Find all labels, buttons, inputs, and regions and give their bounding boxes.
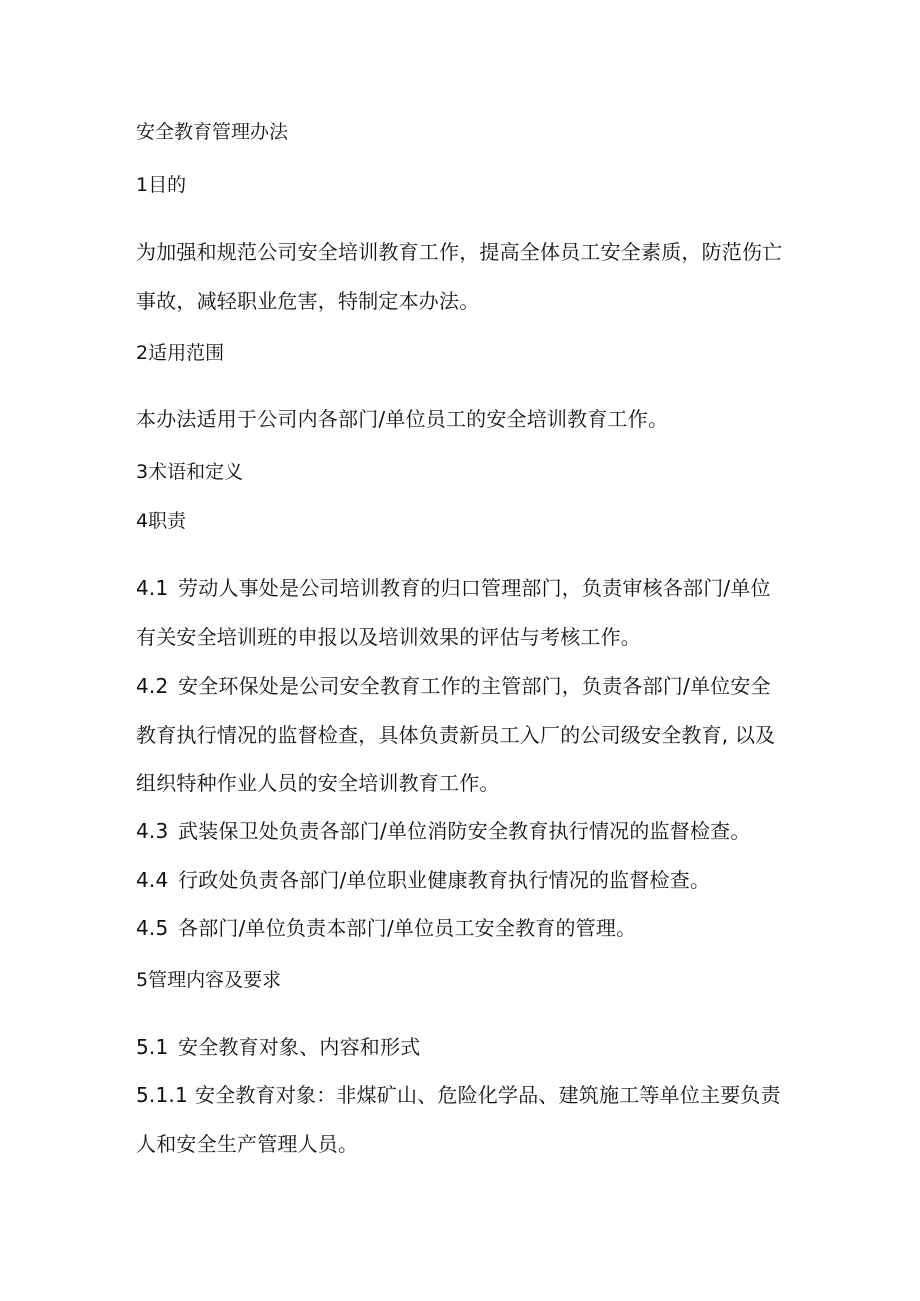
item-4-2-line-3: 组织特种作业人员的安全培训教育工作。 bbox=[136, 771, 500, 795]
item-number: 4.1 bbox=[136, 576, 169, 600]
item-text: 安全环保处是公司安全教育工作的主管部门，负责各部门/单位安全 bbox=[178, 674, 771, 698]
document-title: 安全教育管理办法 bbox=[136, 121, 289, 143]
item-4-1-line-2: 有关安全培训班的申报以及培训效果的评估与考核工作。 bbox=[136, 625, 641, 649]
section-1-paragraph-line-2: 事故，减轻职业危害，特制定本办法。 bbox=[136, 289, 480, 313]
section-4-heading: 4职责 bbox=[136, 510, 187, 532]
item-number: 4.4 bbox=[136, 868, 169, 892]
item-4-2-line-2: 教育执行情况的监督检查，具体负责新员工入厂的公司级安全教育, 以及 bbox=[136, 723, 776, 747]
item-4-5-line-1 bbox=[136, 918, 636, 938]
item-text: 安全教育对象：非煤矿山、危险化学品、建筑施工等单位主要负责 bbox=[195, 1083, 781, 1107]
item-text: 安全教育对象、内容和形式 bbox=[178, 1035, 421, 1059]
item-4-1-line-1 bbox=[136, 578, 771, 598]
section-2-heading: 2适用范围 bbox=[136, 342, 225, 364]
item-number: 4.5 bbox=[136, 916, 169, 940]
item-4-4-line-1 bbox=[136, 870, 710, 890]
item-5-1-1-line-1 bbox=[136, 1085, 781, 1105]
item-text: 劳动人事处是公司培训教育的归口管理部门，负责审核各部门/单位 bbox=[178, 576, 771, 600]
section-3-heading: 3术语和定义 bbox=[136, 461, 244, 483]
item-5-1-1-line-2: 人和安全生产管理人员。 bbox=[136, 1132, 359, 1156]
item-text: 武装保卫处负责各部门/单位消防安全教育执行情况的监督检查。 bbox=[178, 819, 751, 843]
section-1-heading: 1目的 bbox=[136, 174, 187, 196]
item-number: 5.1.1 bbox=[136, 1083, 188, 1107]
item-4-2-line-1 bbox=[136, 676, 771, 696]
item-text: 行政处负责各部门/单位职业健康教育执行情况的监督检查。 bbox=[178, 868, 711, 892]
item-number: 4.2 bbox=[136, 674, 169, 698]
section-2-paragraph: 本办法适用于公司内各部门/单位员工的安全培训教育工作。 bbox=[136, 407, 669, 431]
item-4-3-line-1 bbox=[136, 821, 751, 841]
section-5-heading: 5管理内容及要求 bbox=[136, 969, 282, 991]
item-text: 各部门/单位负责本部门/单位员工安全教育的管理。 bbox=[178, 916, 637, 940]
section-1-paragraph-line-1: 为加强和规范公司安全培训教育工作，提高全体员工安全素质，防范伤亡 bbox=[136, 240, 783, 264]
item-number: 4.3 bbox=[136, 819, 169, 843]
item-5-1-line-1 bbox=[136, 1037, 420, 1057]
item-number: 5.1 bbox=[136, 1035, 169, 1059]
